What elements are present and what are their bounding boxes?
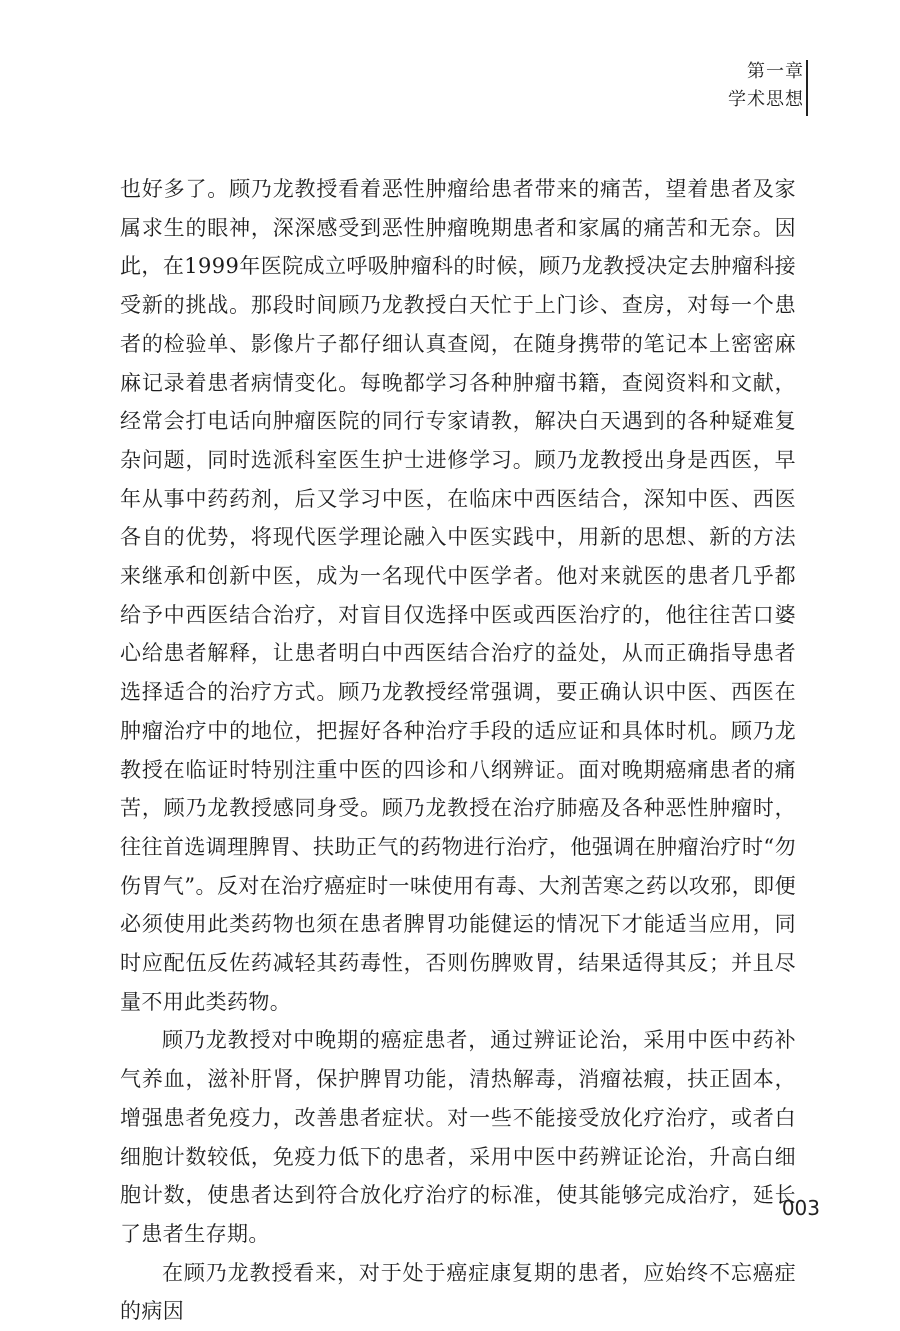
body-text (120, 170, 796, 1331)
page-number: 003 (781, 1196, 820, 1220)
paragraph-2: 顾乃龙教授对中晚期的癌症患者，通过辨证论治，采用中医中药补气养血，滋补肝肾，保护脾胃功能，清热解毒，消瘤祛瘕，扶正固本，增强患者免疫力，改善患者症状。对一些不能接受放化疗治疗，或者白细胞计数较低，免疫力低下的患者，采用中医中药辨证论治，升高白细胞计数，使患者达到符合放化疗治疗的标准，使其能够完成治疗，延长了患者生存期。 (120, 1028, 796, 1246)
header-divider (806, 60, 808, 116)
section-title: 学术思想 (728, 89, 804, 110)
running-head (728, 58, 804, 114)
chapter-title: 第一章 (747, 61, 804, 82)
paragraph-3: 在顾乃龙教授看来，对于处于癌症康复期的患者，应始终不忘癌症的病因 (120, 1260, 796, 1324)
paragraph-1: 也好多了。顾乃龙教授看着恶性肿瘤给患者带来的痛苦，望着患者及家属求生的眼神，深深感受到恶性肿瘤晚期患者和家属的痛苦和无奈。因此，在1999年医院成立呼吸肿瘤科的时候，顾乃龙教授决定去肿瘤科接受新的挑战。那段时间顾乃龙教授白天忙于上门诊、查房，对每一个患者的检验单、影像片子都仔细认真查阅，在随身携带的笔记本上密密麻麻记录着患者病情变化。每晚都学习各种肿瘤书籍，查阅资料和文献，经常会打电话向肿瘤医院的同行专家请教，解决白天遇到的各种疑难复杂问题，同时选派科室医生护士进修学习。顾乃龙教授出身是西医，早年从事中药药剂，后又学习中医，在临床中西医结合，深知中医、西医各自的优势，将现代医学理论融入中医实践中，用新的思想、新的方法来继承和创新中医，成为一名现代中医学者。他对来就医的患者几乎都给予中西医结合治疗，对盲目仅选择中医或西医治疗的，他往往苦口婆心给患者解释，让患者明白中西医结合治疗的益处，从而正确指导患者选择适合的治疗方式。顾乃龙教授经常强调，要正确认识中医、西医在肿瘤治疗中的地位，把握好各种治疗手段的适应证和具体时机。顾乃龙教授在临证时特别注重中医的四诊和八纲辨证。面对晚期癌痛患者的痛苦，顾乃龙教授感同身受。顾乃龙教授在治疗肺癌及各种恶性肿瘤时，往往首选调理脾胃、扶助正气的药物进行治疗，他强调在肿瘤治疗时“勿伤胃气”。反对在治疗癌症时一味使用有毒、大剂苦寒之药以攻邪，即便必须使用此类药物也须在患者脾胃功能健运的情况下才能适当应用，同时应配伍反佐药减轻其药毒性，否则伤脾败胃，结果适得其反；并且尽量不用此类药物。 (120, 177, 796, 1014)
